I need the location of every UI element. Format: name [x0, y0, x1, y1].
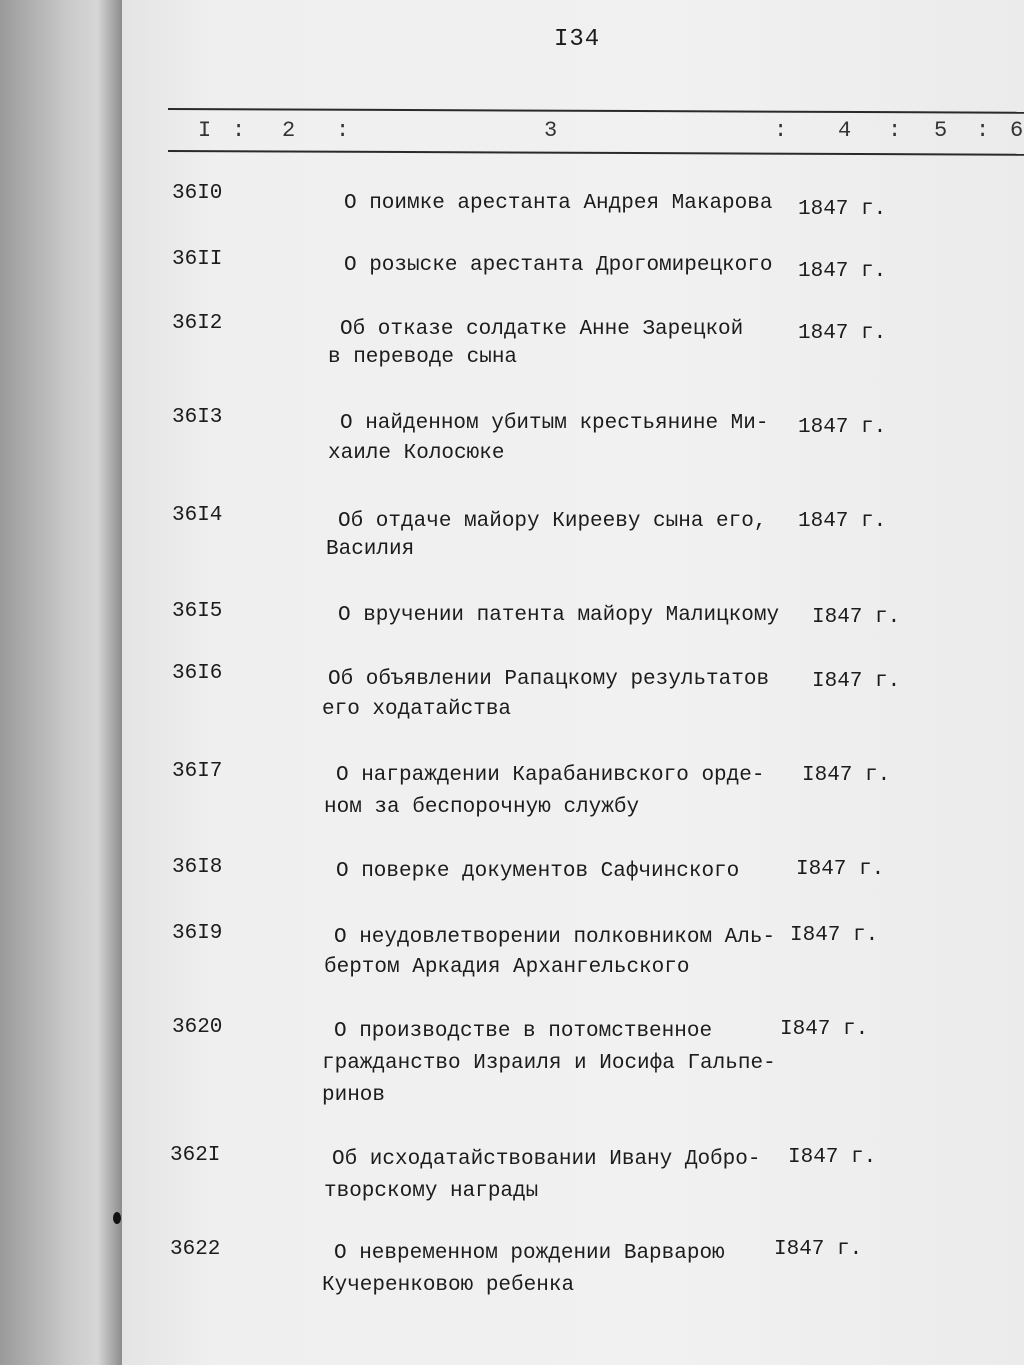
- header-rule-top: [168, 108, 1024, 114]
- entry-year: I847 г.: [802, 764, 891, 787]
- header-col-6: 6: [1010, 118, 1024, 143]
- header-col-4: 4: [838, 118, 852, 143]
- binding-mark: [113, 1212, 121, 1224]
- header-sep-1: :: [232, 118, 246, 143]
- entry-year: I847 г.: [788, 1146, 877, 1169]
- entry-number: 36I7: [172, 760, 223, 783]
- header-sep-5: :: [976, 118, 990, 143]
- entry-year: I847 г.: [796, 858, 885, 881]
- header-sep-4: :: [888, 118, 902, 143]
- entry-number: 36I4: [172, 504, 223, 527]
- document-page: [122, 0, 1024, 1365]
- entry-text-line: гражданство Израиля и Иосифа Гальпе-: [322, 1052, 776, 1075]
- entry-text-line: О поимке арестанта Андрея Макарова: [344, 192, 773, 215]
- header-col-2: 2: [282, 118, 296, 143]
- entry-year: 1847 г.: [798, 198, 887, 221]
- entry-number: 3622: [170, 1238, 221, 1261]
- entry-text-line: Об объявлении Рапацкому результатов: [328, 668, 770, 691]
- entry-year: 1847 г.: [798, 416, 887, 439]
- previous-page-edge: [0, 0, 122, 1365]
- entry-number: 3620: [172, 1016, 223, 1039]
- header-col-3: 3: [544, 118, 558, 143]
- entry-number: 362I: [170, 1144, 221, 1167]
- entry-text-line: О награждении Карабанивского орде-: [336, 764, 765, 787]
- entry-text-line: Об отдаче майору Кирееву сына его,: [338, 510, 767, 533]
- header-sep-2: :: [336, 118, 350, 143]
- entry-text-line: О поверке документов Сафчинского: [336, 860, 740, 883]
- entry-year: I847 г.: [780, 1018, 869, 1041]
- entry-year: 1847 г.: [798, 322, 887, 345]
- entry-text-line: его ходатайства: [322, 698, 512, 721]
- entry-text-line: Об исходатайствовании Ивану Добро-: [332, 1148, 761, 1171]
- entry-text-line: хаиле Колосюке: [328, 442, 505, 465]
- entry-year: I847 г.: [812, 670, 901, 693]
- entry-number: 36I3: [172, 406, 223, 429]
- entry-text-line: Об отказе солдатке Анне Зарецкой: [340, 318, 744, 341]
- entry-text-line: О розыске арестанта Дрогомирецкого: [344, 254, 773, 277]
- entry-year: 1847 г.: [798, 260, 887, 283]
- entry-year: 1847 г.: [798, 510, 887, 533]
- entry-text-line: О вручении патента майору Малицкому: [338, 604, 780, 627]
- entry-text-line: О неудовлетворении полковником Аль-: [334, 926, 776, 949]
- entry-number: 36I2: [172, 312, 223, 335]
- entry-text-line: бертом Аркадия Архангельского: [324, 956, 690, 979]
- header-col-1: I: [198, 118, 212, 143]
- entry-text-line: О производстве в потомственное: [334, 1020, 713, 1043]
- entry-number: 36I9: [172, 922, 223, 945]
- header-rule-bottom: [168, 150, 1024, 156]
- entry-number: 36I6: [172, 662, 223, 685]
- header-col-5: 5: [934, 118, 948, 143]
- entry-number: 36I8: [172, 856, 223, 879]
- entry-number: 36I5: [172, 600, 223, 623]
- entry-text-line: ном за беспорочную службу: [324, 796, 640, 819]
- entry-text-line: Василия: [326, 538, 415, 561]
- entry-year: I847 г.: [774, 1238, 863, 1261]
- entry-text-line: в переводе сына: [328, 346, 518, 369]
- entry-text-line: творскому награды: [324, 1180, 539, 1203]
- entry-text-line: О найденном убитым крестьянине Ми-: [340, 412, 769, 435]
- entry-text-line: ринов: [322, 1084, 386, 1107]
- entry-year: I847 г.: [812, 606, 901, 629]
- page-number: I34: [554, 26, 601, 53]
- entry-number: 36I0: [172, 182, 223, 205]
- header-sep-3: :: [774, 118, 788, 143]
- entry-text-line: Кучеренковою ребенка: [322, 1274, 575, 1297]
- entry-number: 36II: [172, 248, 223, 271]
- entry-text-line: О невременном рождении Варварою: [334, 1242, 725, 1265]
- entry-year: I847 г.: [790, 924, 879, 947]
